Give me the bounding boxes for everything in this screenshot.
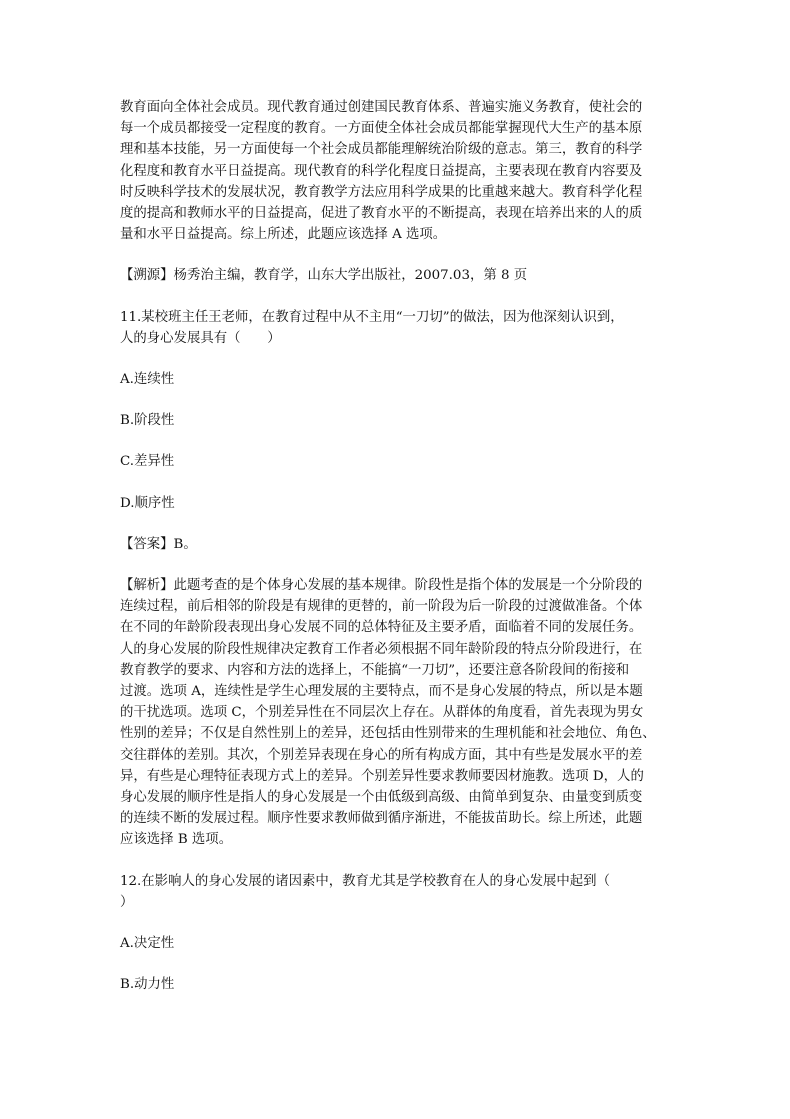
analysis-line: 异，有些是心理特征表现方式上的差异。个别差异性要求教师要因材施教。选项 D，人的 [120, 768, 644, 784]
analysis-line: 教育教学的要求、内容和方法的选择上，不能搞“一刀切”，还要注意各阶段间的衔接和 [120, 662, 630, 678]
question-line: ） [120, 894, 134, 910]
intro-line: 理和基本技能，另一方面使每一个社会成员都能理解统治阶级的意志。第三，教育的科学 [120, 142, 643, 158]
question-line: 12.在影响人的身心发展的诸因素中，教育尤其是学校教育在人的身心发展中起到（ [120, 873, 610, 889]
analysis-line: 应该选择 B 选项。 [120, 832, 233, 848]
question-line: 11.某校班主任王老师，在教育过程中从不主用“一刀切”的做法，因为他深刻认识到， [120, 309, 624, 325]
option-a: A.决定性 [120, 936, 175, 952]
intro-line: 每一个成员都接受一定程度的教育。一方面使全体社会成员都能掌握现代大生产的基本原 [120, 121, 643, 137]
option-a: A.连续性 [120, 372, 175, 388]
analysis-line: 【解析】此题考查的是个体身心发展的基本规律。阶段性是指个体的发展是一个分阶段的 [120, 578, 643, 594]
analysis-line: 过渡。选项 A，连续性是学生心理发展的主要特点，而不是身心发展的特点，所以是本题 [120, 684, 643, 700]
intro-line: 教育面向全体社会成员。现代教育通过创建国民教育体系、普遍实施义务教育，使社会的 [120, 100, 643, 115]
intro-line: 量和水平日益提高。综上所述，此题应该选择 A 选项。 [120, 227, 447, 243]
source-citation: 【溯源】杨秀治主编，教育学，山东大学出版社，2007.03，第 8 页 [120, 268, 528, 284]
option-b: B.阶段性 [120, 413, 175, 429]
intro-line: 时反映科学技术的发展状况，教育教学方法应用科学成果的比重越来越大。教育科学化程 [120, 184, 643, 200]
answer: 【答案】B。 [120, 536, 197, 552]
analysis-line: 交往群体的差别。其次，个别差异表现在身心的所有构成方面，其中有些是发展水平的差 [120, 747, 643, 763]
option-b: B.动力性 [120, 977, 175, 993]
document-content [120, 97, 670, 996]
intro-line: 度的提高和教师水平的日益提高，促进了教育水平的不断提高，表现在培养出来的人的质 [120, 206, 643, 222]
option-d: D.顺序性 [120, 495, 175, 511]
intro-line: 化程度和教育水平日益提高。现代教育的科学化程度日益提高，主要表现在教育内容要及 [120, 163, 643, 179]
analysis-paragraph [120, 575, 670, 851]
analysis-line: 在不同的年龄阶段表现出身心发展不同的总体特征及主要矛盾，面临着不同的发展任务。 [120, 620, 643, 636]
analysis-line: 人的身心发展的阶段性规律决定教育工作者必须根据不同年龄阶段的特点分阶段进行，在 [120, 641, 643, 657]
option-c: C.差异性 [120, 454, 175, 470]
analysis-line: 的连续不断的发展过程。顺序性要求教师做到循序渐进，不能拔苗助长。综上所述，此题 [120, 811, 643, 827]
analysis-line: 的干扰选项。选项 C，个别差异性在不同层次上存在。从群体的角度看，首先表现为男女 [120, 705, 644, 721]
question-11 [120, 307, 670, 349]
question-12 [120, 871, 670, 913]
intro-paragraph [120, 97, 670, 245]
analysis-line: 连续过程，前后相邻的阶段是有规律的更替的，前一阶段为后一阶段的过渡做准备。个体 [120, 599, 643, 615]
question-line: 人的身心发展具有（ ） [120, 330, 281, 346]
analysis-line: 性别的差异；不仅是自然性别上的差异，还包括由性别带来的生理机能和社会地位、角色、 [120, 726, 656, 742]
analysis-line: 身心发展的顺序性是指人的身心发展是一个由低级到高级、由简单到复杂、由量变到质变 [120, 790, 643, 806]
